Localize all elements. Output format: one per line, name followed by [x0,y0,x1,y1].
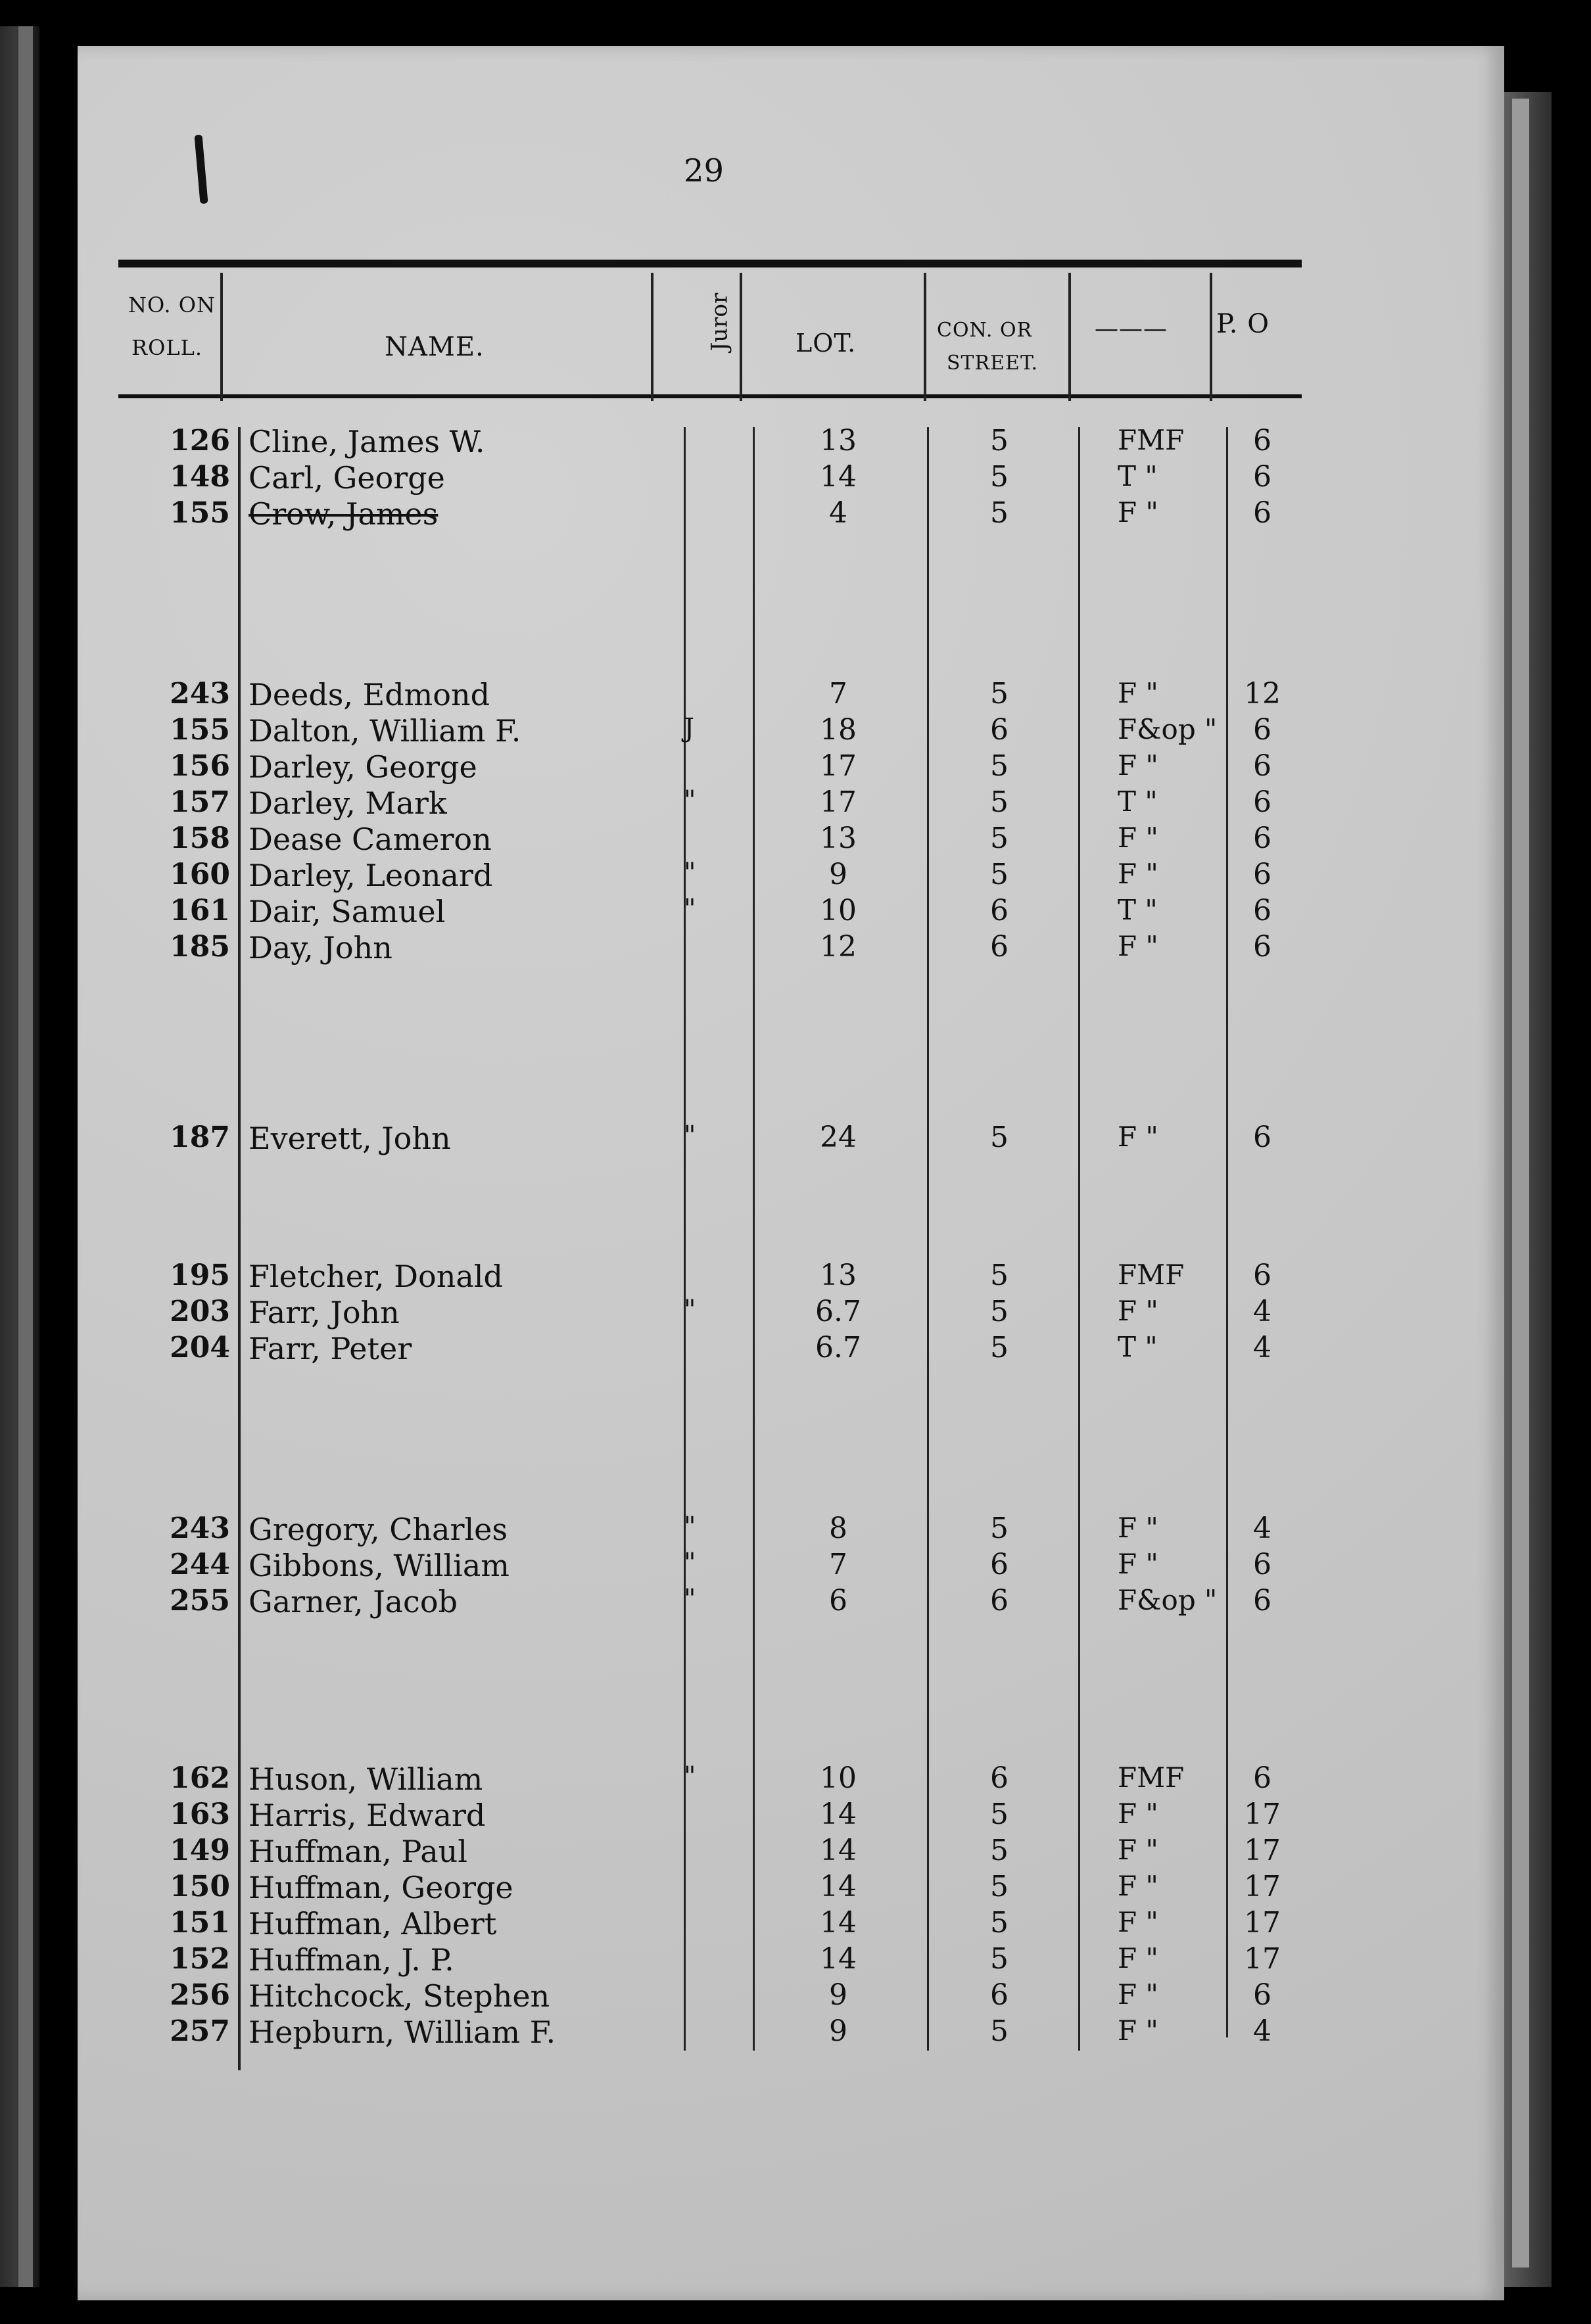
cell-no: 155 [170,496,230,530]
cell-lot: 14 [820,1906,857,1940]
cell-lot: 6.7 [815,1331,861,1364]
cell-name: Huffman, George [249,1870,513,1905]
cell-occ: F " [1118,858,1158,890]
cell-no: 257 [170,2014,230,2048]
cell-lot: 18 [820,713,857,747]
cell-juror: " [684,1512,696,1542]
cell-con: 5 [990,1331,1009,1364]
cell-con: 5 [990,1512,1009,1545]
cell-lot: 9 [829,858,847,891]
cell-juror: " [684,1584,696,1614]
cell-lot: 12 [820,930,857,964]
table-row [0,677,1591,716]
cell-juror: " [684,1761,696,1792]
cell-occ: T " [1118,1331,1158,1363]
cell-occ: F " [1118,1512,1158,1544]
cell-no: 151 [170,1906,230,1940]
cell-con: 5 [990,1121,1009,1154]
header-bottom-rule [118,394,1302,398]
table-row [0,1259,1591,1298]
table-row [0,460,1591,500]
cell-po: 17 [1244,1942,1281,1976]
cell-lot: 24 [820,1121,857,1154]
cell-con: 5 [990,1870,1009,1903]
cell-lot: 4 [829,496,847,530]
cell-name: Darley, George [249,749,477,785]
cell-occ: F&op " [1118,1584,1218,1616]
table-row [0,858,1591,897]
header-top-rule [118,260,1302,267]
cell-occ: F " [1118,1870,1158,1902]
page-number: 29 [684,152,724,189]
cell-con: 6 [990,1978,1009,2012]
table-row [0,894,1591,933]
cell-lot: 13 [820,424,857,457]
cell-occ: F " [1118,1548,1158,1580]
cell-name: Gregory, Charles [249,1512,508,1547]
cell-lot: 17 [820,785,857,819]
cell-juror: " [684,1548,696,1578]
table-row [0,749,1591,789]
table-row [0,1978,1591,2018]
table-row [0,1584,1591,1623]
header-divider [1068,273,1071,401]
cell-juror: " [684,785,696,816]
cell-juror: " [684,858,696,888]
cell-name: Deeds, Edmond [249,677,490,712]
cell-con: 6 [990,1548,1009,1581]
header-no-on-roll-2: ROLL. [131,335,202,360]
cell-po: 17 [1244,1870,1281,1903]
cell-no: 157 [170,785,230,819]
cell-po: 6 [1253,496,1271,530]
cell-occ: F " [1118,1906,1158,1938]
cell-name: Cline, James W. [249,424,485,459]
cell-name: Everett, John [249,1121,451,1156]
cell-po: 6 [1253,894,1271,927]
cell-lot: 14 [820,1798,857,1831]
cell-name: Crow, James [249,496,439,532]
header-occupation: ——— [1095,315,1168,342]
cell-con: 5 [990,460,1009,494]
cell-po: 6 [1253,1761,1271,1795]
cell-con: 5 [990,785,1009,819]
cell-name: Darley, Mark [249,785,447,821]
cell-lot: 13 [820,822,857,855]
cell-lot: 7 [829,1548,847,1581]
cell-po: 6 [1253,1259,1271,1292]
cell-occ: F&op " [1118,713,1218,745]
cell-name: Carl, George [249,460,445,496]
cell-name: Huson, William [249,1761,483,1797]
cell-occ: F " [1118,2014,1158,2047]
header-po: P. O [1216,309,1270,339]
cell-con: 6 [990,1584,1009,1617]
cell-name: Farr, John [249,1295,400,1330]
cell-con: 5 [990,424,1009,457]
cell-name: Dalton, William F. [249,713,521,749]
cell-no: 163 [170,1798,230,1831]
cell-no: 158 [170,822,230,855]
cell-lot: 14 [820,1834,857,1867]
cell-lot: 13 [820,1259,857,1292]
cell-po: 6 [1253,713,1271,747]
cell-po: 6 [1253,424,1271,457]
cell-name: Huffman, Paul [249,1834,467,1869]
cell-no: 204 [170,1331,230,1364]
table-row [0,930,1591,969]
table-row [0,1870,1591,1909]
cell-no: 160 [170,858,230,891]
cell-no: 185 [170,930,230,964]
cell-lot: 8 [829,1512,847,1545]
cell-name: Dease Cameron [249,822,492,857]
cell-name: Huffman, Albert [249,1906,497,1941]
cell-no: 255 [170,1584,230,1617]
cell-occ: FMF [1118,1259,1185,1291]
cell-name: Hepburn, William F. [249,2014,556,2050]
cell-lot: 7 [829,677,847,710]
cell-occ: FMF [1118,1761,1185,1794]
cell-con: 5 [990,1798,1009,1831]
table-row [0,785,1591,825]
cell-po: 17 [1244,1834,1281,1867]
cell-occ: FMF [1118,424,1185,456]
cell-occ: T " [1118,894,1158,926]
cell-con: 5 [990,496,1009,530]
cell-po: 4 [1253,1331,1271,1364]
cell-no: 152 [170,1942,230,1976]
cell-po: 4 [1253,2014,1271,2048]
cell-po: 6 [1253,1121,1271,1154]
cell-no: 243 [170,1512,230,1545]
cell-po: 6 [1253,1584,1271,1617]
table-row [0,1548,1591,1587]
cell-no: 155 [170,713,230,747]
table-row [0,1295,1591,1334]
cell-con: 5 [990,1834,1009,1867]
table-row [0,1761,1591,1801]
cell-lot: 9 [829,1978,847,2012]
cell-no: 244 [170,1548,230,1581]
header-divider [740,273,742,401]
cell-po: 6 [1253,1548,1271,1581]
cell-lot: 14 [820,1942,857,1976]
table-row [0,1512,1591,1551]
cell-po: 6 [1253,749,1271,783]
cell-no: 149 [170,1834,230,1867]
table-row [0,1906,1591,1945]
cell-occ: T " [1118,785,1158,818]
cell-po: 6 [1253,930,1271,964]
cell-name: Huffman, J. P. [249,1942,454,1978]
table-row [0,424,1591,463]
cell-name: Darley, Leonard [249,858,493,893]
cell-con: 5 [990,858,1009,891]
cell-occ: F " [1118,1798,1158,1830]
cell-occ: F " [1118,822,1158,854]
header-lot: LOT. [796,329,857,358]
table-row [0,1331,1591,1370]
cell-occ: F " [1118,1942,1158,1974]
cell-con: 6 [990,1761,1009,1795]
cell-occ: F " [1118,1978,1158,2010]
cell-lot: 17 [820,749,857,783]
cell-juror: J [684,713,695,743]
cell-no: 162 [170,1761,230,1795]
cell-name: Farr, Peter [249,1331,412,1366]
cell-no: 161 [170,894,230,927]
cell-po: 6 [1253,785,1271,819]
cell-occ: F " [1118,1295,1158,1327]
cell-po: 6 [1253,460,1271,494]
cell-occ: F " [1118,930,1158,962]
cell-name: Dair, Samuel [249,894,446,929]
cell-occ: T " [1118,460,1158,492]
cell-con: 5 [990,677,1009,710]
cell-no: 126 [170,424,230,457]
cell-occ: F " [1118,1834,1158,1866]
table-row [0,822,1591,861]
cell-con: 5 [990,2014,1009,2048]
cell-no: 256 [170,1978,230,2012]
cell-no: 203 [170,1295,230,1328]
table-row [0,713,1591,753]
cell-lot: 10 [820,894,857,927]
cell-occ: F " [1118,677,1158,709]
cell-name: Day, John [249,930,392,965]
cell-po: 6 [1253,822,1271,855]
header-divider [220,273,223,401]
cell-name: Hitchcock, Stephen [249,1978,550,2014]
cell-lot: 6 [829,1584,847,1617]
cell-po: 4 [1253,1512,1271,1545]
cell-occ: F " [1118,749,1158,781]
cell-juror: " [684,894,696,924]
cell-juror: " [684,1295,696,1325]
header-con-1: CON. OR [937,319,1033,342]
table-row [0,496,1591,536]
cell-con: 6 [990,930,1009,964]
cell-con: 5 [990,1295,1009,1328]
cell-con: 5 [990,1942,1009,1976]
header-divider [1210,273,1212,401]
cell-no: 187 [170,1121,230,1154]
cell-po: 6 [1253,858,1271,891]
cell-name: Gibbons, William [249,1548,510,1583]
cell-occ: F " [1118,496,1158,528]
cell-lot: 10 [820,1761,857,1795]
table-row [0,2014,1591,2054]
header-name: NAME. [385,332,485,362]
cell-name: Harris, Edward [249,1798,486,1833]
cell-po: 17 [1244,1798,1281,1831]
cell-no: 243 [170,677,230,710]
cell-lot: 14 [820,460,857,494]
cell-no: 156 [170,749,230,783]
cell-lot: 14 [820,1870,857,1903]
cell-juror: " [684,1121,696,1151]
table-row [0,1121,1591,1160]
cell-name: Fletcher, Donald [249,1259,503,1294]
table-row [0,1942,1591,1982]
header-divider [651,273,653,401]
cell-po: 6 [1253,1978,1271,2012]
cell-po: 17 [1244,1906,1281,1940]
cell-lot: 6.7 [815,1295,861,1328]
cell-po: 4 [1253,1295,1271,1328]
cell-con: 5 [990,1906,1009,1940]
cell-con: 5 [990,749,1009,783]
cell-con: 5 [990,1259,1009,1292]
header-no-on-roll-1: NO. ON [128,292,216,317]
header-con-2: STREET. [947,352,1039,375]
cell-con: 6 [990,894,1009,927]
cell-name: Garner, Jacob [249,1584,458,1619]
header-juror: Juror [706,292,733,352]
table-row [0,1798,1591,1837]
table-row [0,1834,1591,1873]
cell-lot: 9 [829,2014,847,2048]
cell-no: 150 [170,1870,230,1903]
cell-occ: F " [1118,1121,1158,1153]
cell-con: 6 [990,713,1009,747]
header-divider [924,273,926,401]
cell-no: 195 [170,1259,230,1292]
cell-con: 5 [990,822,1009,855]
cell-no: 148 [170,460,230,494]
cell-po: 12 [1244,677,1281,710]
